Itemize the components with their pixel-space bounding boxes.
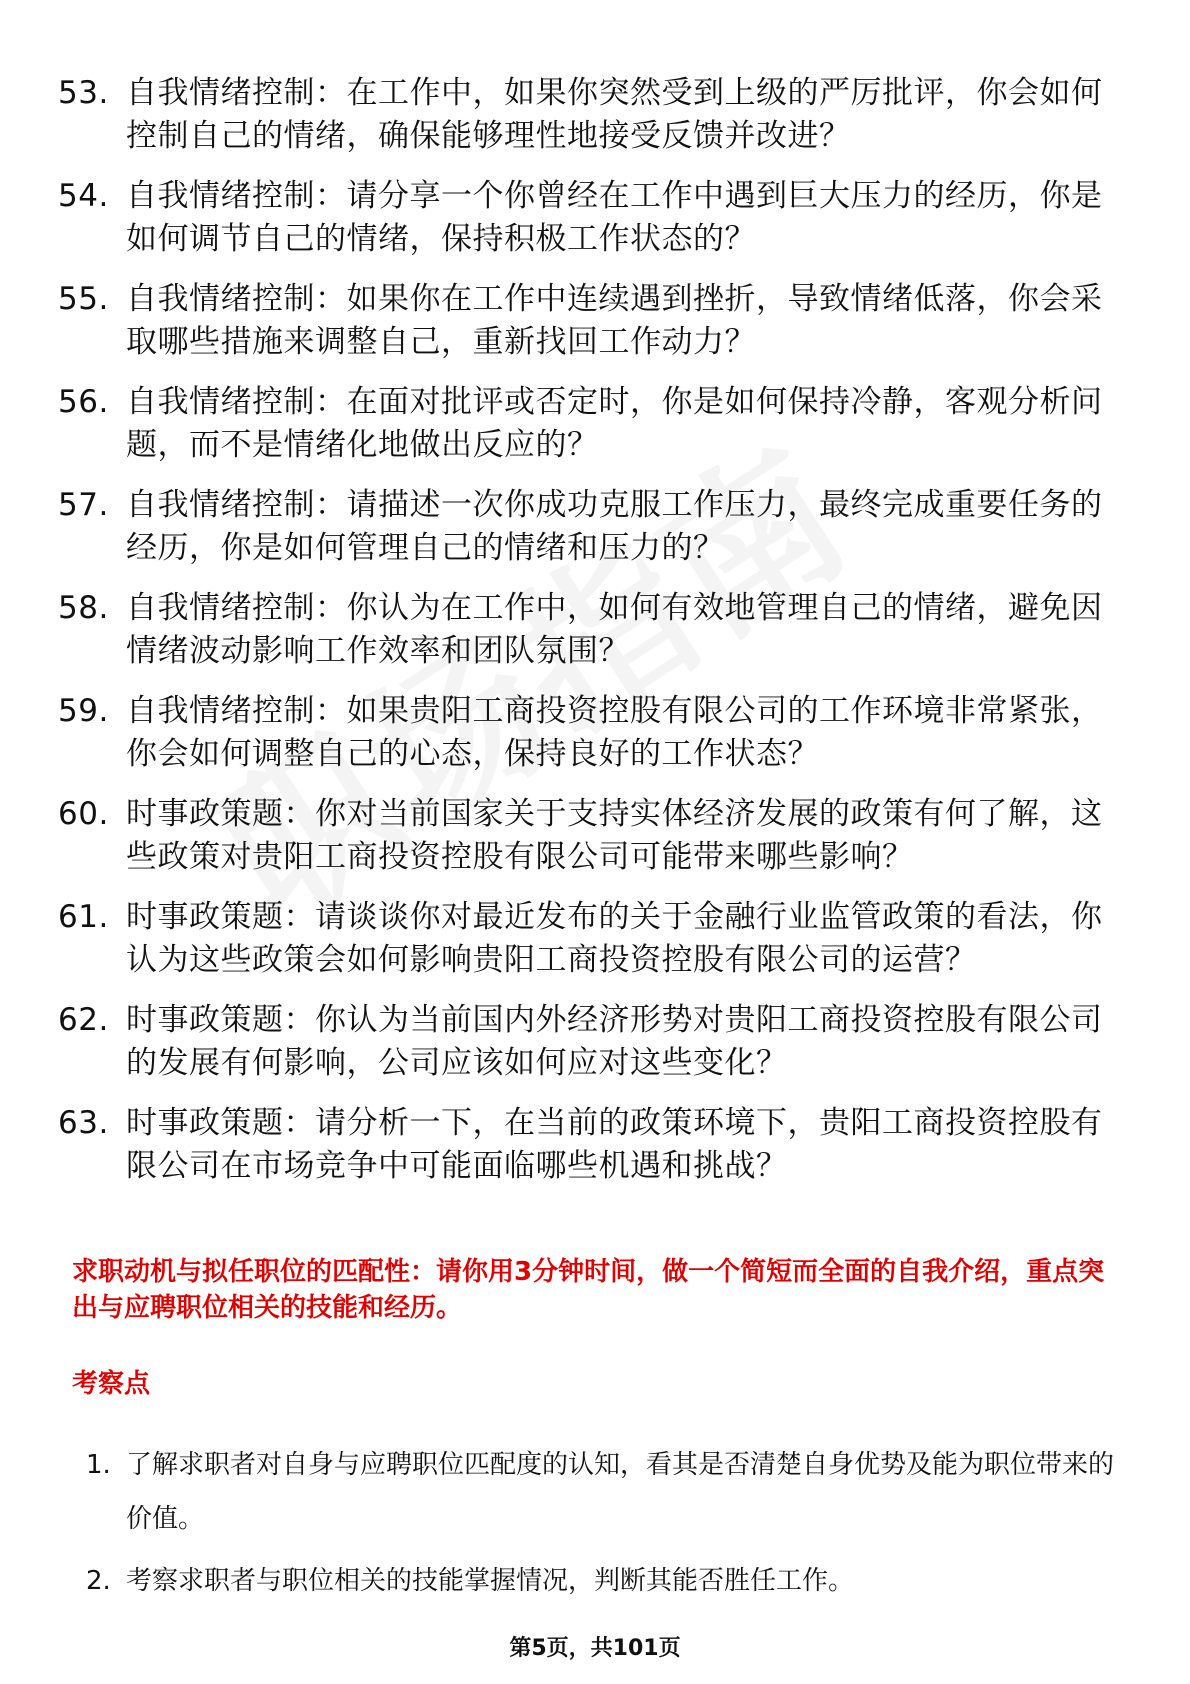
- question-text: 自我情绪控制：在面对批评或否定时，你是如何保持冷静，客观分析问题，而不是情绪化地做出反应的？: [126, 384, 1103, 463]
- question-item: [58, 484, 1128, 570]
- question-text: 时事政策题：请谈谈你对最近发布的关于金融行业监管政策的看法，你认为这些政策会如何影响贵阳工商投资控股有限公司的运营？: [126, 899, 1103, 978]
- question-item: [58, 793, 1128, 879]
- focus-point-text: 考察求职者与职位相关的技能掌握情况，判断其能否胜任工作。: [126, 1566, 855, 1596]
- question-text: 时事政策题：你对当前国家关于支持实体经济发展的政策有何了解，这些政策对贵阳工商投资控股有限公司可能带来哪些影响？: [126, 796, 1103, 875]
- question-text: 自我情绪控制：如果贵阳工商投资控股有限公司的工作环境非常紧张，你会如何调整自己的心态，保持良好的工作状态？: [126, 693, 1103, 772]
- question-item: [58, 1102, 1128, 1188]
- question-number: 59.: [58, 693, 109, 729]
- question-item: [58, 72, 1128, 158]
- question-item: [58, 587, 1128, 673]
- focus-point-item: [86, 1438, 1126, 1546]
- question-text: 时事政策题：请分析一下，在当前的政策环境下，贵阳工商投资控股有限公司在市场竞争中可能面临哪些机遇和挑战？: [126, 1105, 1103, 1184]
- question-item: [58, 999, 1128, 1085]
- question-text: 自我情绪控制：在工作中，如果你突然受到上级的严厉批评，你会如何控制自己的情绪，确保能够理性地接受反馈并改进？: [126, 75, 1103, 154]
- question-number: 57.: [58, 487, 109, 523]
- focus-point-number: 1.: [86, 1450, 111, 1480]
- question-item: [58, 896, 1128, 982]
- focus-point-text: 了解求职者对自身与应聘职位匹配度的认知，看其是否清楚自身优势及能为职位带来的价值。: [126, 1450, 1115, 1534]
- question-number: 58.: [58, 590, 109, 626]
- question-item: [58, 175, 1128, 261]
- focus-points-label: 考察点: [72, 1369, 151, 1399]
- question-item: [58, 381, 1128, 467]
- question-number: 54.: [58, 178, 109, 214]
- question-number: 53.: [58, 75, 109, 111]
- section-heading: 求职动机与拟任职位的匹配性：请你用3分钟时间，做一个简短而全面的自我介绍，重点突出与应聘职位相关的技能和经历。: [72, 1257, 1105, 1323]
- question-text: 时事政策题：你认为当前国内外经济形势对贵阳工商投资控股有限公司的发展有何影响，公司应该如何应对这些变化？: [126, 1002, 1103, 1081]
- question-text: 自我情绪控制：如果你在工作中连续遇到挫折，导致情绪低落，你会采取哪些措施来调整自己，重新找回工作动力？: [126, 281, 1103, 360]
- question-number: 60.: [58, 796, 109, 832]
- page-number: 第5页，共101页: [509, 1636, 681, 1661]
- focus-point-item: [86, 1554, 1126, 1608]
- question-text: 自我情绪控制：请分享一个你曾经在工作中遇到巨大压力的经历，你是如何调节自己的情绪，保持积极工作状态的？: [126, 178, 1103, 257]
- question-item: [58, 690, 1128, 776]
- question-text: 自我情绪控制：你认为在工作中，如何有效地管理自己的情绪，避免因情绪波动影响工作效率和团队氛围？: [126, 590, 1103, 669]
- question-item: [58, 278, 1128, 364]
- question-text: 自我情绪控制：请描述一次你成功克服工作压力，最终完成重要任务的经历，你是如何管理自己的情绪和压力的？: [126, 487, 1103, 566]
- focus-points-list: [86, 1438, 1126, 1616]
- question-list: [58, 72, 1128, 1205]
- question-number: 56.: [58, 384, 109, 420]
- question-number: 62.: [58, 1002, 109, 1038]
- question-number: 55.: [58, 281, 109, 317]
- focus-point-number: 2.: [86, 1566, 111, 1596]
- question-number: 61.: [58, 899, 109, 935]
- question-number: 63.: [58, 1105, 109, 1141]
